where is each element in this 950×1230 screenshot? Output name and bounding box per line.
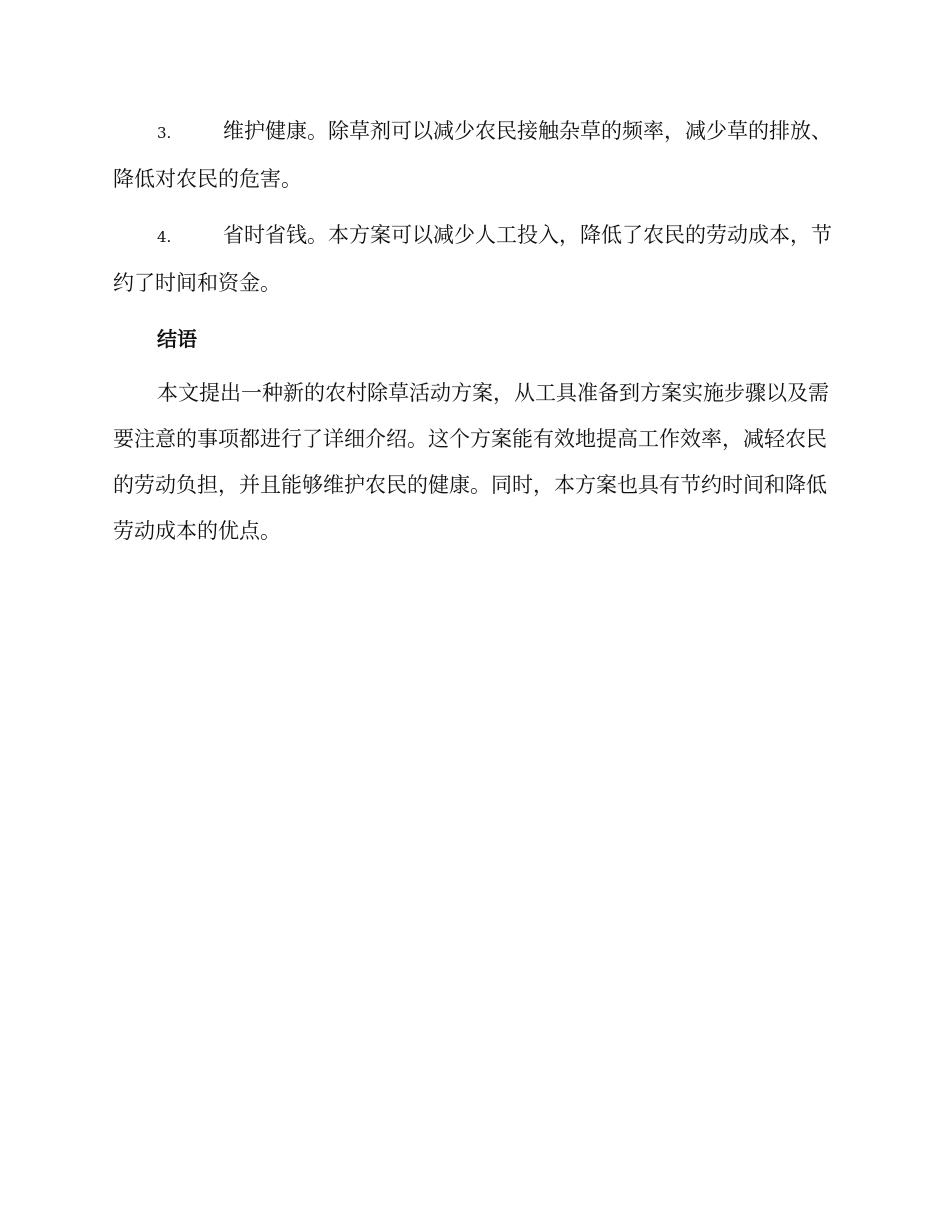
- list-number: 3.: [157, 124, 172, 142]
- list-item-3: [113, 108, 833, 202]
- list-number: 4.: [157, 228, 172, 246]
- list-item-text: 省时省钱。本方案可以减少人工投入，降低了农民的劳动成本，节约了时间和资金。: [113, 223, 832, 295]
- list-item-text: 维护健康。除草剂可以减少农民接触杂草的频率，减少草的排放、降低对农民的危害。: [113, 119, 832, 191]
- document-body: [113, 108, 833, 554]
- conclusion-heading: 结语: [157, 327, 197, 351]
- list-item-4: [113, 212, 833, 306]
- conclusion-paragraph: 本文提出一种新的农村除草活动方案，从工具准备到方案实施步骤以及需要注意的事项都进行了详细介绍。这个方案能有效地提高工作效率，减轻农民的劳动负担，并且能够维护农民的健康。同时，本方案也具有节约时间和降低劳动成本的优点。: [113, 381, 829, 543]
